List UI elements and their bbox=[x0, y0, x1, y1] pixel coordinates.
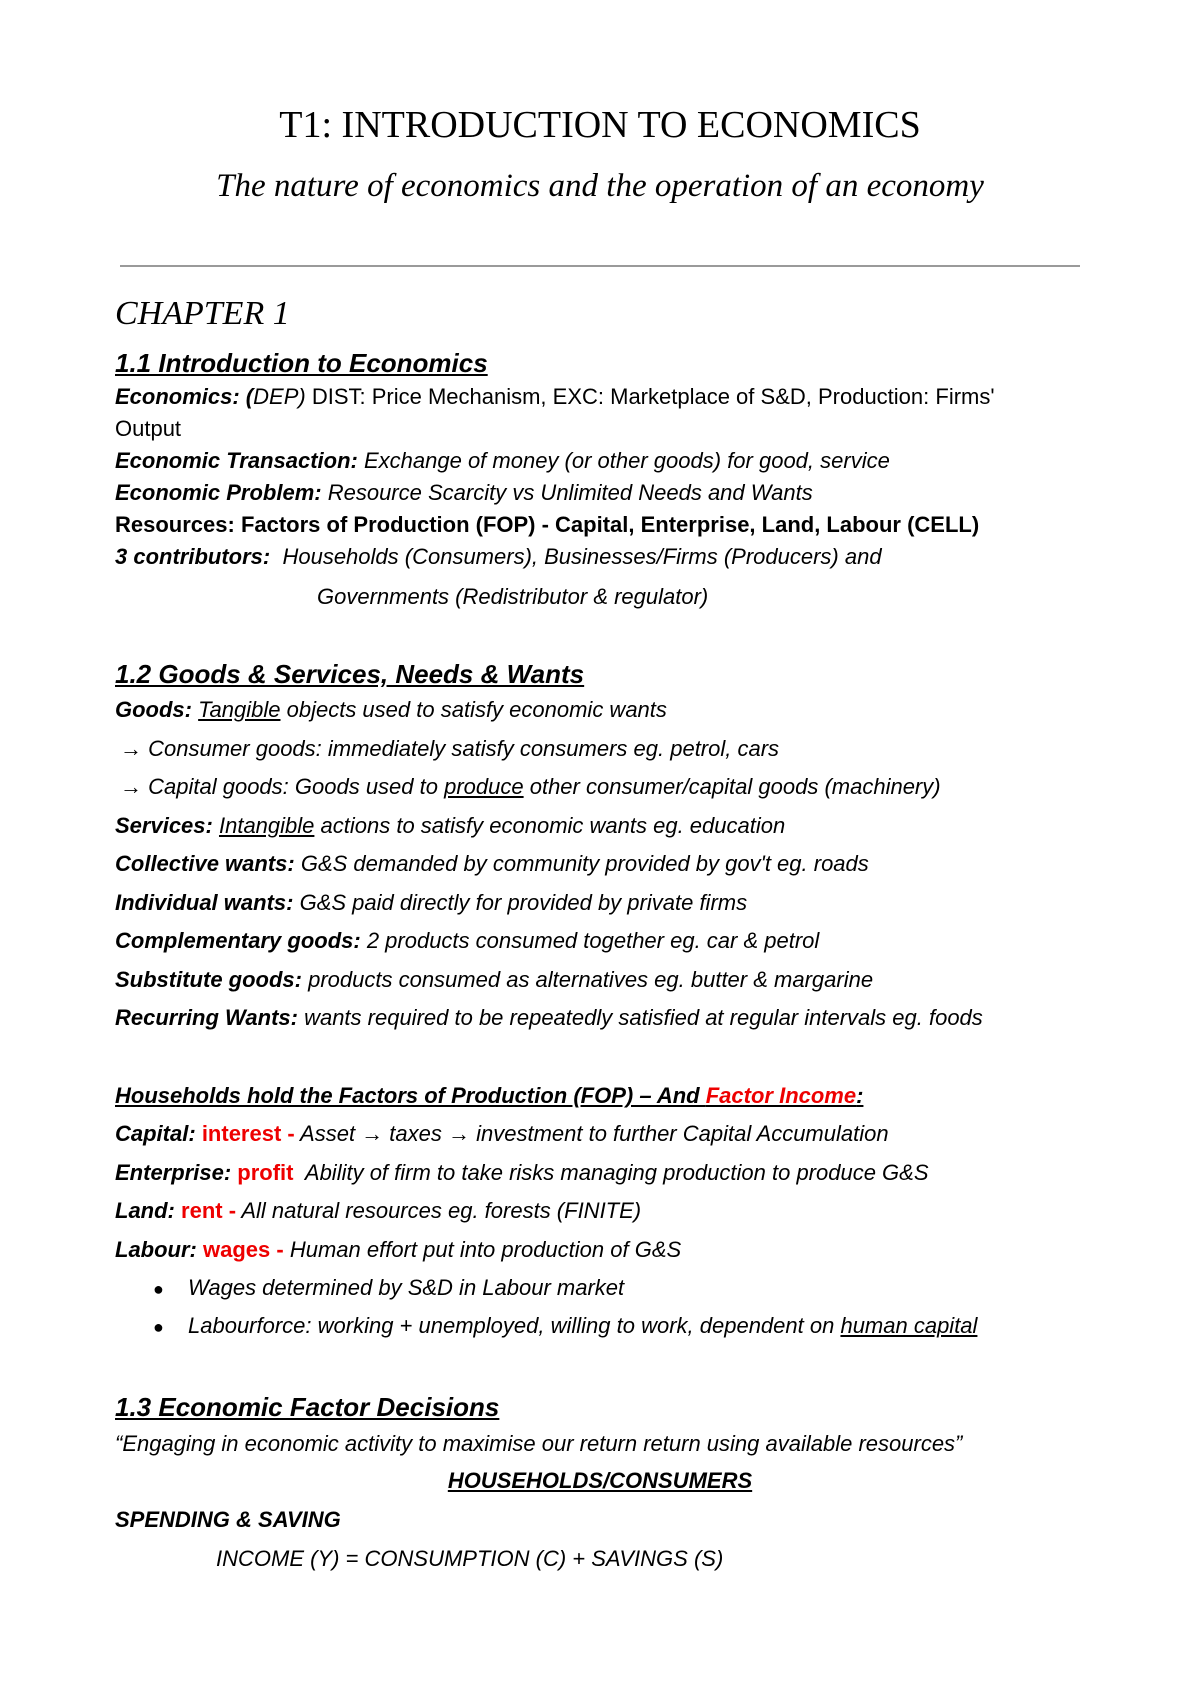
capital-label: Capital: bbox=[115, 1121, 196, 1146]
capital-goods-text-a: Capital goods: Goods used to bbox=[148, 774, 445, 799]
services-text: actions to satisfy economic wants eg. education bbox=[314, 813, 786, 838]
consumer-goods-text: Consumer goods: immediately satisfy consumers eg. petrol, cars bbox=[148, 736, 780, 761]
labour-dash: - bbox=[270, 1237, 284, 1262]
fop-heading-b: : bbox=[856, 1083, 864, 1108]
transaction-text: Exchange of money (or other goods) for good, service bbox=[357, 448, 890, 473]
land-dash: - bbox=[222, 1198, 237, 1223]
fop-heading-a: Households hold the Factors of Production (FOP) – And bbox=[115, 1083, 706, 1108]
complementary-text: 2 products consumed together eg. car & petrol bbox=[360, 928, 820, 953]
capital-dash: - bbox=[281, 1121, 295, 1146]
contributors-text-continued: Governments (Redistributor & regulator) bbox=[317, 584, 709, 609]
economic-transaction bbox=[115, 448, 890, 474]
bullet-dot-icon: ● bbox=[153, 1279, 164, 1299]
individual-text: G&S paid directly for provided by private firms bbox=[293, 890, 748, 915]
chapter-heading: CHAPTER 1 bbox=[115, 295, 290, 332]
horizontal-rule bbox=[120, 265, 1080, 267]
income-formula: INCOME (Y) = CONSUMPTION (C) + SAVINGS (S) bbox=[216, 1546, 724, 1571]
document-subtitle: The nature of economics and the operation of an economy bbox=[216, 168, 984, 204]
goods-text: objects used to satisfy economic wants bbox=[280, 697, 667, 722]
collective-wants bbox=[115, 851, 869, 877]
resources-line: Resources: Factors of Production (FOP) - Capital, Enterprise, Land, Labour (CELL) bbox=[115, 512, 980, 537]
labour-label: Labour: bbox=[115, 1237, 197, 1262]
arrow-icon: → bbox=[120, 736, 142, 761]
capital-goods-text-b: other consumer/capital goods (machinery) bbox=[523, 774, 941, 799]
economic-problem bbox=[115, 480, 813, 506]
substitute-label: Substitute goods: bbox=[115, 967, 302, 992]
enterprise-label: Enterprise: bbox=[115, 1160, 232, 1185]
labour-wages: wages bbox=[203, 1237, 271, 1262]
recurring-label: Recurring Wants: bbox=[115, 1005, 298, 1030]
goods-definition bbox=[115, 697, 667, 723]
services-label: Services: bbox=[115, 813, 213, 838]
fop-labour bbox=[115, 1237, 681, 1263]
economics-dep: DEP) bbox=[253, 384, 306, 409]
economics-definition bbox=[115, 384, 995, 410]
arrow-icon: → bbox=[120, 774, 142, 799]
collective-label: Collective wants: bbox=[115, 851, 295, 876]
services-intangible: Intangible bbox=[218, 813, 315, 838]
problem-label: Economic Problem: bbox=[115, 480, 322, 505]
problem-text: Resource Scarcity vs Unlimited Needs and Wants bbox=[321, 480, 813, 505]
land-text: All natural resources eg. forests (FINITE) bbox=[236, 1198, 642, 1223]
bullet-dot-icon: ● bbox=[153, 1317, 164, 1337]
capital-goods-produce: produce bbox=[444, 774, 524, 799]
capital-text: Asset → taxes → investment to further Capital Accumulation bbox=[294, 1121, 889, 1146]
recurring-text: wants required to be repeatedly satisfied at regular intervals eg. foods bbox=[297, 1005, 983, 1030]
individual-label: Individual wants: bbox=[115, 890, 294, 915]
fop-heading-factor-income: Factor Income bbox=[705, 1083, 857, 1108]
land-rent: rent bbox=[181, 1198, 223, 1223]
fop-capital bbox=[115, 1121, 889, 1147]
capital-goods-line bbox=[120, 774, 941, 800]
goods-label: Goods: bbox=[115, 697, 192, 722]
quote-line: “Engaging in economic activity to maximise our return return using available resources” bbox=[115, 1431, 963, 1456]
households-heading: HOUSEHOLDS/CONSUMERS bbox=[447, 1468, 753, 1493]
substitute-goods bbox=[115, 967, 873, 993]
human-capital: human capital bbox=[840, 1313, 978, 1338]
economics-text-continued: Output bbox=[115, 416, 182, 441]
fop-land bbox=[115, 1198, 641, 1224]
capital-interest: interest bbox=[201, 1121, 282, 1146]
recurring-wants bbox=[115, 1005, 983, 1031]
services-definition bbox=[115, 813, 785, 839]
consumer-goods-line bbox=[120, 736, 779, 762]
collective-text: G&S demanded by community provided by gov't eg. roads bbox=[294, 851, 869, 876]
transaction-label: Economic Transaction: bbox=[115, 448, 358, 473]
fop-enterprise bbox=[115, 1160, 929, 1186]
section-heading-1-3: 1.3 Economic Factor Decisions bbox=[115, 1392, 500, 1422]
complementary-label: Complementary goods: bbox=[115, 928, 361, 953]
fop-heading bbox=[115, 1083, 863, 1109]
land-label: Land: bbox=[115, 1198, 175, 1223]
contributors-text: Households (Consumers), Businesses/Firms (Producers) and bbox=[270, 544, 882, 569]
labour-bullet-1: Wages determined by S&D in Labour market bbox=[188, 1275, 625, 1300]
contributors-line bbox=[115, 544, 882, 570]
complementary-goods bbox=[115, 928, 819, 954]
economics-text: DIST: Price Mechanism, EXC: Marketplace of S&D, Production: Firms' bbox=[305, 384, 995, 409]
enterprise-text: Ability of firm to take risks managing production to produce G&S bbox=[293, 1160, 929, 1185]
substitute-text: products consumed as alternatives eg. butter & margarine bbox=[301, 967, 874, 992]
labour-text: Human effort put into production of G&S bbox=[283, 1237, 682, 1262]
labourforce-text: Labourforce: working + unemployed, willing to work, dependent on bbox=[188, 1313, 841, 1338]
goods-tangible: Tangible bbox=[198, 697, 281, 722]
enterprise-profit: profit bbox=[237, 1160, 294, 1185]
document-title: T1: INTRODUCTION TO ECONOMICS bbox=[279, 104, 921, 146]
labour-bullet-2 bbox=[188, 1313, 977, 1339]
contributors-label: 3 contributors: bbox=[115, 544, 271, 569]
section-heading-1-2: 1.2 Goods & Services, Needs & Wants bbox=[115, 659, 585, 689]
spending-saving-heading: SPENDING & SAVING bbox=[115, 1507, 341, 1532]
section-heading-1-1: 1.1 Introduction to Economics bbox=[115, 348, 488, 378]
individual-wants bbox=[115, 890, 747, 916]
economics-label: Economics: ( bbox=[115, 384, 254, 409]
